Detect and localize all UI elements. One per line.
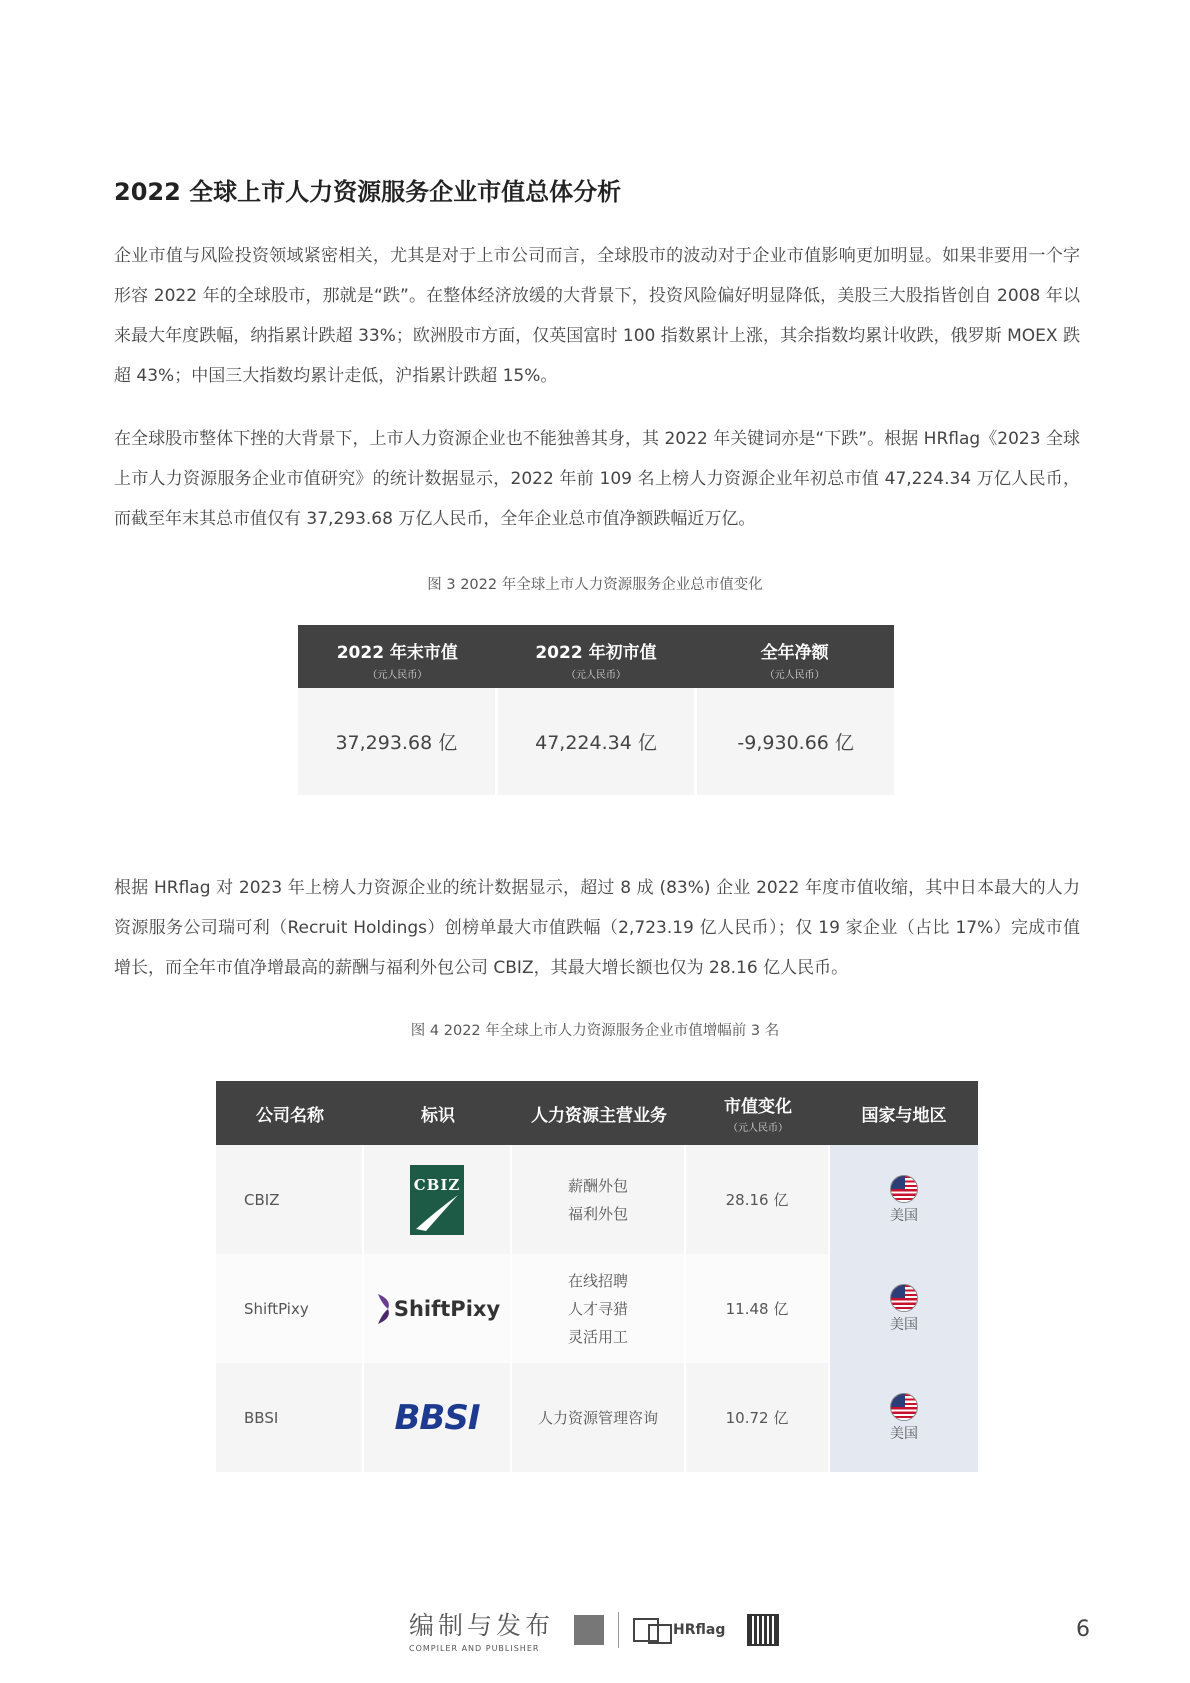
- logo-cell: [364, 1363, 512, 1472]
- shiftpixy-logo: [374, 1290, 500, 1328]
- page-number: 6: [1076, 1617, 1090, 1642]
- header-cell: [695, 625, 894, 688]
- business-item: 人力资源管理咨询: [537, 1408, 658, 1427]
- header-country: 国家与地区: [861, 1105, 947, 1126]
- business-school-logo-icon: [574, 1615, 604, 1645]
- header-company: 公司名称: [256, 1105, 324, 1126]
- cbiz-swoosh-icon: [410, 1165, 464, 1235]
- hrflag-logo-text: HRflag: [673, 1621, 726, 1638]
- figure-3-caption: 图 3 2022 年全球上市人力资源服务企业总市值变化: [427, 577, 763, 593]
- logo-cell: [364, 1145, 512, 1254]
- header-change-label: 市值变化: [724, 1097, 792, 1117]
- country-name: 美国: [890, 1425, 918, 1442]
- market-cap-summary-table: [298, 625, 894, 795]
- business-item: 人才寻猎: [567, 1299, 628, 1318]
- country-name: 美国: [890, 1316, 918, 1333]
- shiftpixy-logo-text: ShiftPixy: [393, 1296, 501, 1321]
- cbiz-logo: [410, 1165, 464, 1235]
- country-cell: [830, 1363, 978, 1472]
- hr-logo-icon: [633, 1615, 673, 1645]
- header-unit: （元人民币）: [565, 670, 626, 681]
- us-flag-icon: [890, 1284, 918, 1312]
- logo-cell: [364, 1254, 512, 1363]
- bbsi-logo: BBSI: [394, 1397, 480, 1438]
- header-cell: [497, 625, 696, 688]
- end-value-cell: 37,293.68 亿: [298, 688, 495, 795]
- table-row: [216, 1363, 978, 1472]
- business-cell: [512, 1254, 686, 1363]
- publisher-en: COMPILER AND PUBLISHER: [409, 1644, 540, 1653]
- paragraph-3: 根据 HRflag 对 2023 年上榜人力资源企业的统计数据显示，超过 8 成 (83%) 企业 2022 年度市值收缩，其中日本最大的人力资源服务公司瑞可利（Recruit Holdings）创榜单最大市值跌幅（2,723.19 亿人民币）；仅 19 家企业（占比 17%）完成市值增长，而全年市值净增最高的薪酬与福利外包公司 CBIZ，其最大增长额也仅为 28.16 亿人民币。: [114, 878, 1080, 978]
- paragraph-2: 在全球股市整体下挫的大背景下，上市人力资源企业也不能独善其身，其 2022 年关键词亦是“下跌”。根据 HRflag《2023 全球上市人力资源服务企业市值研究》的统计数据显示，2022 年前 109 名上榜人力资源企业年初总市值 47,224.34 万亿人民币，而截至年末其总市值仅有 37,293.68 万亿人民币，全年企业总市值净额跌幅近万亿。: [114, 429, 1080, 529]
- figure-4-caption: 图 4 2022 年全球上市人力资源服务企业市值增幅前 3 名: [410, 1023, 780, 1039]
- business-cell: [512, 1145, 686, 1254]
- change-value: 10.72 亿: [686, 1363, 830, 1472]
- change-value: 11.48 亿: [686, 1254, 830, 1363]
- business-item: 福利外包: [567, 1204, 628, 1223]
- company-name: CBIZ: [216, 1145, 364, 1254]
- header-unit: （元人民币）: [367, 670, 428, 681]
- company-name: ShiftPixy: [216, 1254, 364, 1363]
- table-row: [298, 688, 894, 795]
- header-change-unit: （元人民币）: [728, 1123, 788, 1134]
- us-flag-icon: [890, 1175, 918, 1203]
- header-change: [686, 1081, 830, 1145]
- publisher-block: [409, 1606, 554, 1653]
- header-label: 2022 年末市值: [336, 643, 458, 663]
- country-name: 美国: [890, 1207, 918, 1224]
- cbiz-logo-text: CBIZ: [413, 1175, 461, 1194]
- us-flag-icon: [890, 1393, 918, 1421]
- divider: [618, 1612, 619, 1648]
- business-item: 在线招聘: [567, 1271, 628, 1290]
- header-cell: [298, 625, 497, 688]
- business-cell: [512, 1363, 686, 1472]
- start-value-cell: 47,224.34 亿: [498, 688, 695, 795]
- footer: [409, 1606, 779, 1653]
- net-change-cell: -9,930.66 亿: [697, 688, 894, 795]
- table-row: [216, 1254, 978, 1363]
- business-item: 灵活用工: [567, 1327, 628, 1346]
- header-business: 人力资源主营业务: [531, 1105, 667, 1126]
- shiftpixy-mark-icon: [374, 1290, 394, 1328]
- table-header: [298, 625, 894, 688]
- header-label: 全年净额: [760, 643, 829, 663]
- table-row: [216, 1145, 978, 1254]
- publisher-cn: 编制与发布: [409, 1611, 555, 1640]
- company-name: BBSI: [216, 1363, 364, 1472]
- country-cell: [830, 1145, 978, 1254]
- top3-growth-table: [216, 1081, 978, 1472]
- header-label: 2022 年初市值: [535, 643, 657, 663]
- business-item: 薪酬外包: [567, 1176, 628, 1195]
- table-header: [216, 1081, 978, 1145]
- page-title: 2022 全球上市人力资源服务企业市值总体分析: [114, 178, 622, 206]
- header-logo: 标识: [421, 1105, 455, 1126]
- change-value: 28.16 亿: [686, 1145, 830, 1254]
- country-cell: [830, 1254, 978, 1363]
- paragraph-1: 企业市值与风险投资领域紧密相关，尤其是对于上市公司而言，全球股市的波动对于企业市值影响更加明显。如果非要用一个字形容 2022 年的全球股市，那就是“跌”。在整体经济放缓的大背景下，投资风险偏好明显降低，美股三大股指皆创自 2008 年以来最大年度跌幅，纳指累计跌超 33%；欧洲股市方面，仅英国富时 100 指数累计上涨，其余指数均累计收跌，俄罗斯 MOEX 跌超 43%；中国三大指数均累计走低，沪指累计跌超 15%。: [114, 246, 1080, 386]
- header-unit: （元人民币）: [764, 670, 825, 681]
- qr-code-icon: [747, 1614, 779, 1646]
